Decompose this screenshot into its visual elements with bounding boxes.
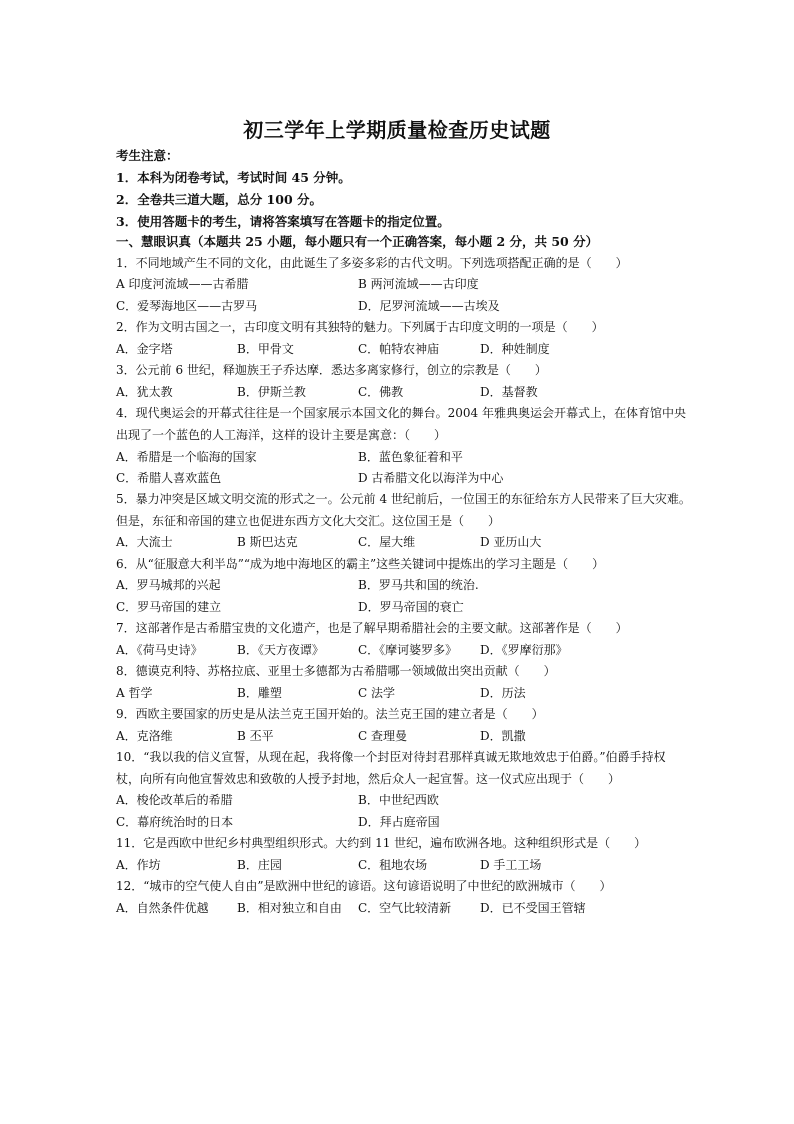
option-b: B 丕平 bbox=[237, 729, 274, 743]
question-stem: 5．暴力冲突是区域文明交流的形式之一。公元前 4 世纪前后，一位国王的东征给东方人民带来了巨大灾难。 bbox=[116, 492, 691, 506]
section-heading: 一、慧眼识真（本题共 25 小题，每小题只有一个正确答案，每小题 2 分，共 50 分） bbox=[116, 234, 599, 249]
question-stem: 但是，东征和帝国的建立也促进东西方文化大交汇。这位国王是（ ） bbox=[116, 514, 501, 528]
question-stem: 11．它是西欧中世纪乡村典型组织形式。大约到 11 世纪，遍布欧洲各地。这种组织形式是（ ） bbox=[116, 836, 647, 850]
option-c: C．《摩诃婆罗多》 bbox=[358, 643, 458, 657]
option-a: A．《荷马史诗》 bbox=[116, 643, 203, 657]
notice-header: 考生注意： bbox=[116, 148, 179, 163]
option-c: C．幕府统治时的日本 bbox=[116, 815, 234, 829]
option-c: C 法学 bbox=[358, 686, 395, 700]
option-b: B 斯巴达克 bbox=[237, 535, 298, 549]
notice-item: 1．本科为闭卷考试，考试时间 45 分钟。 bbox=[116, 170, 351, 185]
option-b: B．庄园 bbox=[237, 858, 282, 872]
question-stem: 6．从“征服意大利半岛”“成为地中海地区的霸主”这些关键词中提炼出的学习主题是（ ） bbox=[116, 557, 605, 571]
option-d: D．基督教 bbox=[480, 385, 538, 399]
option-c: C．屋大维 bbox=[358, 535, 416, 549]
option-d: D 亚历山大 bbox=[480, 535, 542, 549]
notice-item: 2．全卷共三道大题，总分 100 分。 bbox=[116, 192, 322, 207]
option-d: D 古希腊文化以海洋为中心 bbox=[358, 471, 504, 485]
option-b: B 两河流域——古印度 bbox=[358, 277, 479, 291]
option-d: D 手工工场 bbox=[480, 858, 542, 872]
option-c: C．希腊人喜欢蓝色 bbox=[116, 471, 222, 485]
option-d: D．拜占庭帝国 bbox=[358, 815, 440, 829]
option-a: A．克洛维 bbox=[116, 729, 173, 743]
question-stem: 1．不同地域产生不同的文化，由此诞生了多姿多彩的古代文明。下列选项搭配正确的是（ ） bbox=[116, 256, 628, 270]
option-a: A 哲学 bbox=[116, 686, 153, 700]
option-a: A．作坊 bbox=[116, 858, 161, 872]
option-c: C．罗马帝国的建立 bbox=[116, 600, 222, 614]
exam-title: 初三学年上学期质量检查历史试题 bbox=[243, 118, 551, 142]
option-a: A．金字塔 bbox=[116, 342, 173, 356]
question-stem: 出现了一个蓝色的人工海洋，这样的设计主要是寓意：（ ） bbox=[116, 428, 447, 442]
option-a: A．犹太教 bbox=[116, 385, 173, 399]
option-d: D．《罗摩衍那》 bbox=[480, 643, 568, 657]
question-stem: 4．现代奥运会的开幕式往往是一个国家展示本国文化的舞台。2004 年雅典奥运会开幕式上，在体育馆中央 bbox=[116, 406, 686, 420]
option-a: A．梭伦改革后的希腊 bbox=[116, 793, 233, 807]
option-d: D．历法 bbox=[480, 686, 526, 700]
option-a: A．罗马城邦的兴起 bbox=[116, 578, 221, 592]
option-b: B．伊斯兰教 bbox=[237, 385, 306, 399]
option-d: D．罗马帝国的衰亡 bbox=[358, 600, 464, 614]
option-b: B．甲骨文 bbox=[237, 342, 294, 356]
option-a: A．自然条件优越 bbox=[116, 901, 209, 915]
option-c: C．爱琴海地区——古罗马 bbox=[116, 299, 258, 313]
option-a: A 印度河流域——古希腊 bbox=[116, 277, 249, 291]
question-stem: 杖，向所有向他宣誓效忠和致敬的人授予封地，然后众人一起宣誓。这一仪式应出现于（ ） bbox=[116, 772, 621, 786]
question-stem: 2．作为文明古国之一，古印度文明有其独特的魅力。下列属于古印度文明的一项是（ ） bbox=[116, 320, 604, 334]
option-b: B．《天方夜谭》 bbox=[237, 643, 324, 657]
option-a: A．希腊是一个临海的国家 bbox=[116, 450, 257, 464]
option-c: C．帕特农神庙 bbox=[358, 342, 440, 356]
question-stem: 3．公元前 6 世纪，释迦族王子乔达摩．悉达多离家修行，创立的宗教是（ ） bbox=[116, 363, 547, 377]
option-b: B．中世纪西欧 bbox=[358, 793, 439, 807]
question-stem: 7．这部著作是古希腊宝贵的文化遗产，也是了解早期希腊社会的主要文献。这部著作是（ ） bbox=[116, 621, 628, 635]
option-b: B．雕塑 bbox=[237, 686, 282, 700]
option-d: D．已不受国王管辖 bbox=[480, 901, 586, 915]
option-d: D．种姓制度 bbox=[480, 342, 550, 356]
question-stem: 12．“城市的空气使人自由”是欧洲中世纪的谚语。这句谚语说明了中世纪的欧洲城市（ ） bbox=[116, 879, 612, 893]
option-c: C．佛教 bbox=[358, 385, 404, 399]
option-b: B．蓝色象征着和平 bbox=[358, 450, 463, 464]
option-b: B．相对独立和自由 bbox=[237, 901, 342, 915]
question-stem: 8．德谟克利特、苏格拉底、亚里士多德都为古希腊哪一领域做出突出贡献（ ） bbox=[116, 664, 556, 678]
notice-item: 3．使用答题卡的考生，请将答案填写在答题卡的指定位置。 bbox=[116, 214, 450, 229]
question-stem: 9．西欧主要国家的历史是从法兰克王国开始的。法兰克王国的建立者是（ ） bbox=[116, 707, 544, 721]
option-c: C．空气比较清新 bbox=[358, 901, 452, 915]
option-c: C．租地农场 bbox=[358, 858, 428, 872]
option-d: D．尼罗河流域——古埃及 bbox=[358, 299, 500, 313]
option-d: D．凯撒 bbox=[480, 729, 526, 743]
option-c: C 查理曼 bbox=[358, 729, 407, 743]
question-stem: 10．“我以我的信义宣誓，从现在起，我将像一个封臣对待封君那样真诚无欺地效忠于伯爵。”伯爵手持权 bbox=[116, 750, 666, 764]
option-a: A．大流士 bbox=[116, 535, 173, 549]
option-b: B．罗马共和国的统治. bbox=[358, 578, 479, 592]
